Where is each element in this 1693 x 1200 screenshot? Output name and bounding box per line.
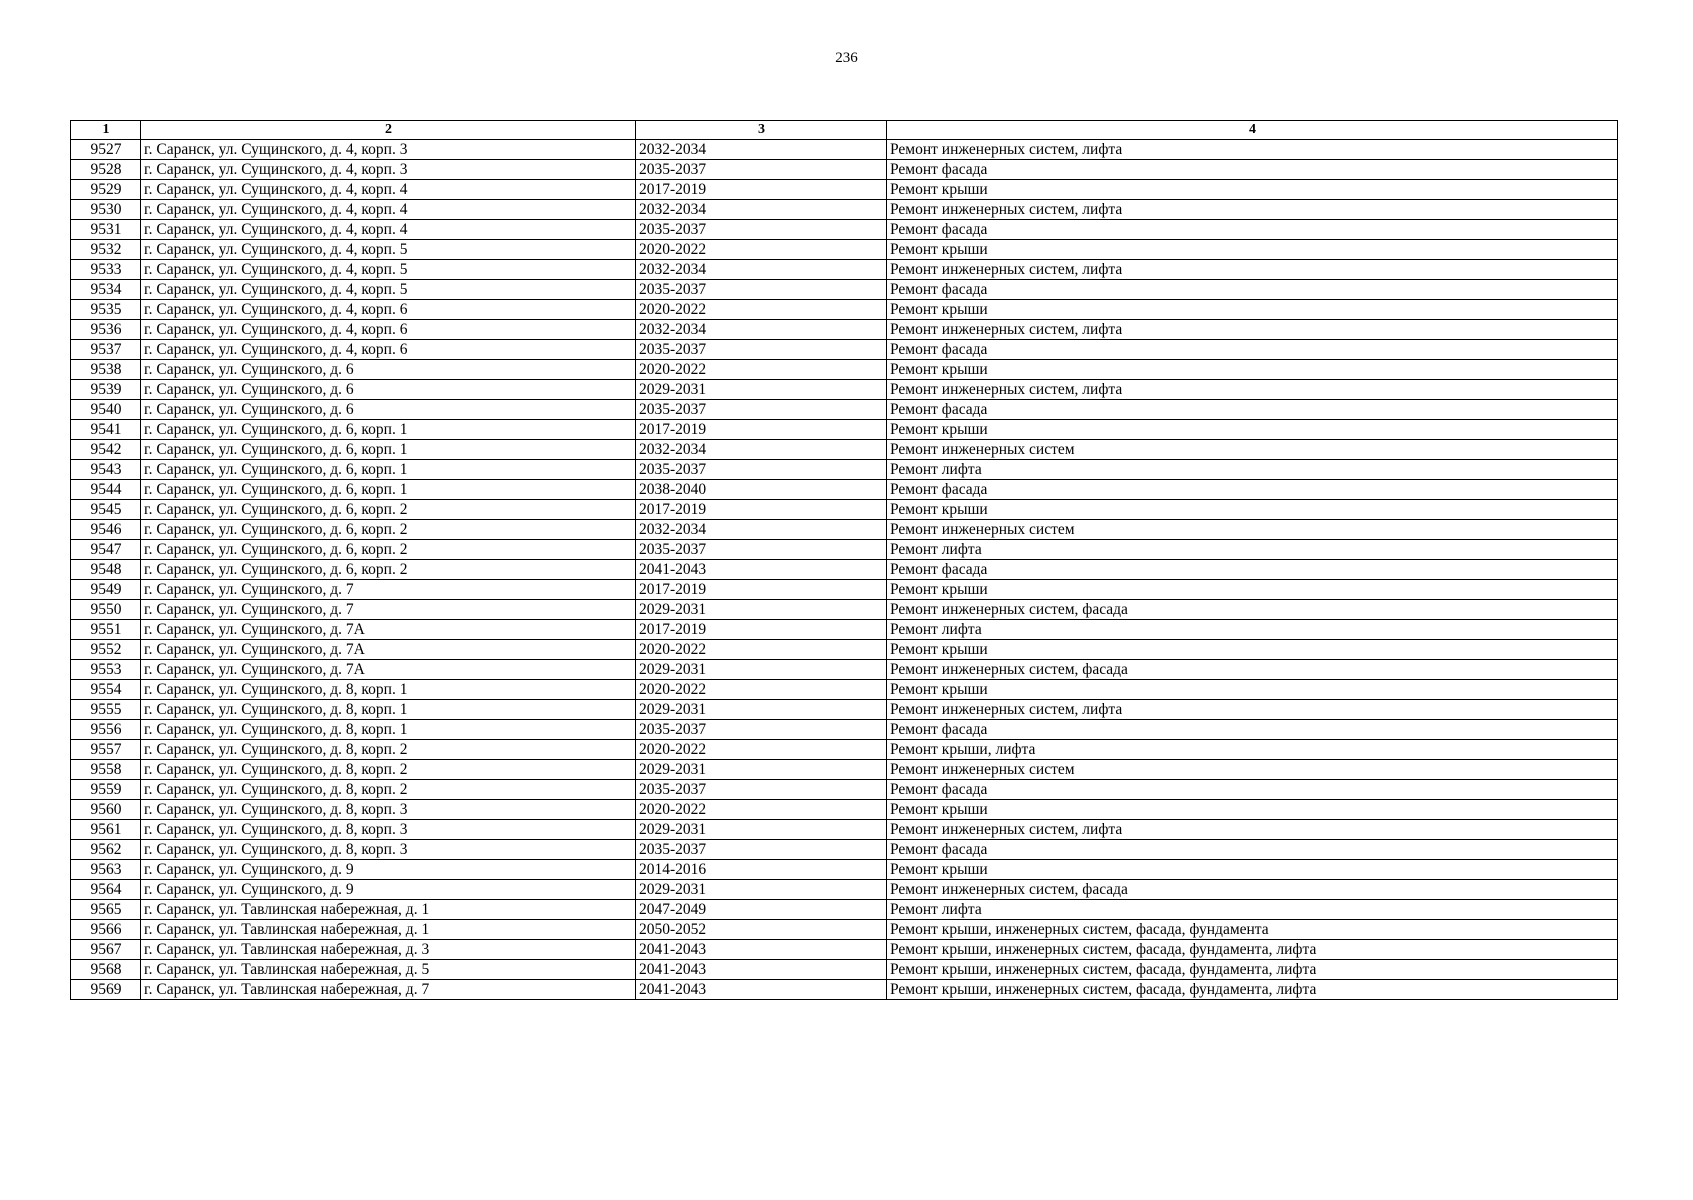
period-cell: 2032-2034 — [636, 200, 887, 220]
period-cell: 2041-2043 — [636, 960, 887, 980]
work-type-cell: Ремонт инженерных систем, фасада — [887, 600, 1618, 620]
work-type-cell: Ремонт фасада — [887, 840, 1618, 860]
row-number-cell: 9562 — [71, 840, 141, 860]
row-number-cell: 9536 — [71, 320, 141, 340]
table-row — [71, 420, 1618, 440]
row-number-cell: 9527 — [71, 140, 141, 160]
table-body — [71, 140, 1618, 1000]
work-type-cell: Ремонт инженерных систем, лифта — [887, 260, 1618, 280]
work-type-cell: Ремонт крыши, инженерных систем, фасада, фундамента — [887, 920, 1618, 940]
address-cell: г. Саранск, ул. Сущинского, д. 4, корп. 3 — [141, 160, 636, 180]
row-number-cell: 9544 — [71, 480, 141, 500]
address-cell: г. Саранск, ул. Сущинского, д. 7А — [141, 640, 636, 660]
table-row — [71, 880, 1618, 900]
period-cell: 2035-2037 — [636, 280, 887, 300]
table-row — [71, 940, 1618, 960]
header-col-4: 4 — [887, 121, 1618, 140]
address-cell: г. Саранск, ул. Сущинского, д. 8, корп. 1 — [141, 720, 636, 740]
row-number-cell: 9550 — [71, 600, 141, 620]
period-cell: 2035-2037 — [636, 780, 887, 800]
table-row — [71, 900, 1618, 920]
address-cell: г. Саранск, ул. Сущинского, д. 6, корп. 2 — [141, 520, 636, 540]
period-cell: 2047-2049 — [636, 900, 887, 920]
row-number-cell: 9565 — [71, 900, 141, 920]
table-row — [71, 600, 1618, 620]
table-row — [71, 740, 1618, 760]
address-cell: г. Саранск, ул. Сущинского, д. 6, корп. 1 — [141, 480, 636, 500]
work-type-cell: Ремонт инженерных систем, лифта — [887, 700, 1618, 720]
address-cell: г. Саранск, ул. Сущинского, д. 4, корп. 6 — [141, 340, 636, 360]
row-number-cell: 9548 — [71, 560, 141, 580]
period-cell: 2032-2034 — [636, 260, 887, 280]
table-row — [71, 160, 1618, 180]
table-row — [71, 840, 1618, 860]
row-number-cell: 9547 — [71, 540, 141, 560]
address-cell: г. Саранск, ул. Сущинского, д. 9 — [141, 860, 636, 880]
row-number-cell: 9557 — [71, 740, 141, 760]
row-number-cell: 9559 — [71, 780, 141, 800]
address-cell: г. Саранск, ул. Тавлинская набережная, д. 5 — [141, 960, 636, 980]
period-cell: 2017-2019 — [636, 620, 887, 640]
page-number: 236 — [835, 50, 858, 66]
work-type-cell: Ремонт инженерных систем, фасада — [887, 880, 1618, 900]
table-row — [71, 440, 1618, 460]
period-cell: 2035-2037 — [636, 540, 887, 560]
address-cell: г. Саранск, ул. Сущинского, д. 6, корп. 1 — [141, 460, 636, 480]
header-col-1: 1 — [71, 121, 141, 140]
work-type-cell: Ремонт крыши, инженерных систем, фасада, фундамента, лифта — [887, 980, 1618, 1000]
row-number-cell: 9560 — [71, 800, 141, 820]
row-number-cell: 9558 — [71, 760, 141, 780]
table-row — [71, 180, 1618, 200]
address-cell: г. Саранск, ул. Сущинского, д. 6, корп. 1 — [141, 420, 636, 440]
table-row — [71, 760, 1618, 780]
table-row — [71, 280, 1618, 300]
row-number-cell: 9545 — [71, 500, 141, 520]
row-number-cell: 9551 — [71, 620, 141, 640]
work-type-cell: Ремонт лифта — [887, 900, 1618, 920]
address-cell: г. Саранск, ул. Сущинского, д. 6, корп. 2 — [141, 540, 636, 560]
table-row — [71, 360, 1618, 380]
row-number-cell: 9542 — [71, 440, 141, 460]
row-number-cell: 9546 — [71, 520, 141, 540]
table-row — [71, 200, 1618, 220]
address-cell: г. Саранск, ул. Сущинского, д. 6 — [141, 360, 636, 380]
address-cell: г. Саранск, ул. Сущинского, д. 7А — [141, 660, 636, 680]
row-number-cell: 9541 — [71, 420, 141, 440]
address-cell: г. Саранск, ул. Сущинского, д. 8, корп. 1 — [141, 700, 636, 720]
period-cell: 2020-2022 — [636, 240, 887, 260]
work-type-cell: Ремонт крыши — [887, 300, 1618, 320]
row-number-cell: 9554 — [71, 680, 141, 700]
table-row — [71, 580, 1618, 600]
row-number-cell: 9555 — [71, 700, 141, 720]
work-type-cell: Ремонт фасада — [887, 340, 1618, 360]
work-type-cell: Ремонт фасада — [887, 280, 1618, 300]
work-type-cell: Ремонт фасада — [887, 780, 1618, 800]
row-number-cell: 9569 — [71, 980, 141, 1000]
address-cell: г. Саранск, ул. Сущинского, д. 4, корп. 5 — [141, 280, 636, 300]
row-number-cell: 9535 — [71, 300, 141, 320]
row-number-cell: 9543 — [71, 460, 141, 480]
period-cell: 2029-2031 — [636, 820, 887, 840]
period-cell: 2020-2022 — [636, 680, 887, 700]
row-number-cell: 9564 — [71, 880, 141, 900]
row-number-cell: 9540 — [71, 400, 141, 420]
work-type-cell: Ремонт крыши, лифта — [887, 740, 1618, 760]
row-number-cell: 9568 — [71, 960, 141, 980]
address-cell: г. Саранск, ул. Сущинского, д. 4, корп. 6 — [141, 300, 636, 320]
work-type-cell: Ремонт крыши — [887, 180, 1618, 200]
address-cell: г. Саранск, ул. Сущинского, д. 9 — [141, 880, 636, 900]
work-type-cell: Ремонт инженерных систем, лифта — [887, 380, 1618, 400]
work-type-cell: Ремонт фасада — [887, 160, 1618, 180]
work-type-cell: Ремонт крыши, инженерных систем, фасада, фундамента, лифта — [887, 960, 1618, 980]
address-cell: г. Саранск, ул. Сущинского, д. 8, корп. 3 — [141, 840, 636, 860]
table-row — [71, 500, 1618, 520]
address-cell: г. Саранск, ул. Сущинского, д. 8, корп. 2 — [141, 760, 636, 780]
table-header — [71, 121, 1618, 140]
period-cell: 2029-2031 — [636, 700, 887, 720]
address-cell: г. Саранск, ул. Сущинского, д. 4, корп. 4 — [141, 220, 636, 240]
address-cell: г. Саранск, ул. Сущинского, д. 6 — [141, 400, 636, 420]
table-row — [71, 820, 1618, 840]
table-row — [71, 380, 1618, 400]
work-type-cell: Ремонт инженерных систем, лифта — [887, 320, 1618, 340]
address-cell: г. Саранск, ул. Сущинского, д. 4, корп. 6 — [141, 320, 636, 340]
table-row — [71, 720, 1618, 740]
row-number-cell: 9537 — [71, 340, 141, 360]
table-row — [71, 400, 1618, 420]
address-cell: г. Саранск, ул. Сущинского, д. 7 — [141, 580, 636, 600]
address-cell: г. Саранск, ул. Сущинского, д. 8, корп. 2 — [141, 740, 636, 760]
period-cell: 2038-2040 — [636, 480, 887, 500]
row-number-cell: 9553 — [71, 660, 141, 680]
address-cell: г. Саранск, ул. Сущинского, д. 6, корп. 2 — [141, 500, 636, 520]
period-cell: 2035-2037 — [636, 840, 887, 860]
address-cell: г. Саранск, ул. Сущинского, д. 7 — [141, 600, 636, 620]
period-cell: 2041-2043 — [636, 940, 887, 960]
address-cell: г. Саранск, ул. Сущинского, д. 6 — [141, 380, 636, 400]
period-cell: 2029-2031 — [636, 880, 887, 900]
table-row — [71, 680, 1618, 700]
period-cell: 2020-2022 — [636, 740, 887, 760]
table-row — [71, 960, 1618, 980]
period-cell: 2032-2034 — [636, 520, 887, 540]
work-type-cell: Ремонт фасада — [887, 400, 1618, 420]
period-cell: 2017-2019 — [636, 580, 887, 600]
work-type-cell: Ремонт инженерных систем, лифта — [887, 140, 1618, 160]
row-number-cell: 9533 — [71, 260, 141, 280]
work-type-cell: Ремонт инженерных систем — [887, 520, 1618, 540]
work-type-cell: Ремонт крыши — [887, 800, 1618, 820]
row-number-cell: 9539 — [71, 380, 141, 400]
period-cell: 2035-2037 — [636, 400, 887, 420]
work-type-cell: Ремонт крыши, инженерных систем, фасада, фундамента, лифта — [887, 940, 1618, 960]
period-cell: 2020-2022 — [636, 640, 887, 660]
period-cell: 2032-2034 — [636, 140, 887, 160]
work-type-cell: Ремонт фасада — [887, 560, 1618, 580]
table-row — [71, 320, 1618, 340]
row-number-cell: 9563 — [71, 860, 141, 880]
address-cell: г. Саранск, ул. Тавлинская набережная, д. 3 — [141, 940, 636, 960]
table-row — [71, 300, 1618, 320]
address-cell: г. Саранск, ул. Сущинского, д. 6, корп. 2 — [141, 560, 636, 580]
table-row — [71, 780, 1618, 800]
row-number-cell: 9561 — [71, 820, 141, 840]
period-cell: 2029-2031 — [636, 380, 887, 400]
address-cell: г. Саранск, ул. Сущинского, д. 7А — [141, 620, 636, 640]
period-cell: 2017-2019 — [636, 420, 887, 440]
header-col-3: 3 — [636, 121, 887, 140]
row-number-cell: 9552 — [71, 640, 141, 660]
table-row — [71, 920, 1618, 940]
table-row — [71, 800, 1618, 820]
work-type-cell: Ремонт инженерных систем — [887, 440, 1618, 460]
row-number-cell: 9549 — [71, 580, 141, 600]
header-col-2: 2 — [141, 121, 636, 140]
table-row — [71, 480, 1618, 500]
address-cell: г. Саранск, ул. Тавлинская набережная, д. 1 — [141, 920, 636, 940]
row-number-cell: 9567 — [71, 940, 141, 960]
period-cell: 2020-2022 — [636, 300, 887, 320]
table-row — [71, 560, 1618, 580]
header-row — [71, 121, 1618, 140]
period-cell: 2035-2037 — [636, 160, 887, 180]
work-type-cell: Ремонт крыши — [887, 420, 1618, 440]
table-row — [71, 700, 1618, 720]
work-type-cell: Ремонт крыши — [887, 580, 1618, 600]
address-cell: г. Саранск, ул. Сущинского, д. 8, корп. 3 — [141, 820, 636, 840]
address-cell: г. Саранск, ул. Сущинского, д. 8, корп. 2 — [141, 780, 636, 800]
work-type-cell: Ремонт крыши — [887, 680, 1618, 700]
period-cell: 2020-2022 — [636, 360, 887, 380]
work-type-cell: Ремонт крыши — [887, 860, 1618, 880]
work-type-cell: Ремонт инженерных систем, фасада — [887, 660, 1618, 680]
table-row — [71, 860, 1618, 880]
table-row — [71, 260, 1618, 280]
address-cell: г. Саранск, ул. Тавлинская набережная, д. 1 — [141, 900, 636, 920]
period-cell: 2041-2043 — [636, 560, 887, 580]
row-number-cell: 9530 — [71, 200, 141, 220]
period-cell: 2029-2031 — [636, 600, 887, 620]
row-number-cell: 9566 — [71, 920, 141, 940]
work-type-cell: Ремонт фасада — [887, 720, 1618, 740]
period-cell: 2041-2043 — [636, 980, 887, 1000]
address-cell: г. Саранск, ул. Тавлинская набережная, д. 7 — [141, 980, 636, 1000]
period-cell: 2035-2037 — [636, 460, 887, 480]
address-cell: г. Саранск, ул. Сущинского, д. 8, корп. 3 — [141, 800, 636, 820]
work-type-cell: Ремонт фасада — [887, 480, 1618, 500]
address-cell: г. Саранск, ул. Сущинского, д. 8, корп. 1 — [141, 680, 636, 700]
period-cell: 2017-2019 — [636, 180, 887, 200]
address-cell: г. Саранск, ул. Сущинского, д. 6, корп. 1 — [141, 440, 636, 460]
row-number-cell: 9531 — [71, 220, 141, 240]
row-number-cell: 9556 — [71, 720, 141, 740]
period-cell: 2035-2037 — [636, 340, 887, 360]
address-cell: г. Саранск, ул. Сущинского, д. 4, корп. 3 — [141, 140, 636, 160]
table-row — [71, 620, 1618, 640]
period-cell: 2014-2016 — [636, 860, 887, 880]
repair-schedule-table — [70, 120, 1618, 1000]
work-type-cell: Ремонт лифта — [887, 460, 1618, 480]
table-row — [71, 340, 1618, 360]
work-type-cell: Ремонт лифта — [887, 620, 1618, 640]
period-cell: 2032-2034 — [636, 320, 887, 340]
table-row — [71, 540, 1618, 560]
table-row — [71, 140, 1618, 160]
address-cell: г. Саранск, ул. Сущинского, д. 4, корп. 4 — [141, 180, 636, 200]
address-cell: г. Саранск, ул. Сущинского, д. 4, корп. 5 — [141, 260, 636, 280]
row-number-cell: 9538 — [71, 360, 141, 380]
work-type-cell: Ремонт инженерных систем, лифта — [887, 200, 1618, 220]
row-number-cell: 9532 — [71, 240, 141, 260]
period-cell: 2029-2031 — [636, 660, 887, 680]
period-cell: 2035-2037 — [636, 720, 887, 740]
row-number-cell: 9528 — [71, 160, 141, 180]
row-number-cell: 9534 — [71, 280, 141, 300]
period-cell: 2050-2052 — [636, 920, 887, 940]
address-cell: г. Саранск, ул. Сущинского, д. 4, корп. 5 — [141, 240, 636, 260]
table-row — [71, 640, 1618, 660]
work-type-cell: Ремонт инженерных систем, лифта — [887, 820, 1618, 840]
work-type-cell: Ремонт крыши — [887, 240, 1618, 260]
period-cell: 2017-2019 — [636, 500, 887, 520]
address-cell: г. Саранск, ул. Сущинского, д. 4, корп. 4 — [141, 200, 636, 220]
period-cell: 2035-2037 — [636, 220, 887, 240]
table-row — [71, 220, 1618, 240]
work-type-cell: Ремонт лифта — [887, 540, 1618, 560]
work-type-cell: Ремонт крыши — [887, 360, 1618, 380]
table-row — [71, 240, 1618, 260]
work-type-cell: Ремонт крыши — [887, 640, 1618, 660]
period-cell: 2032-2034 — [636, 440, 887, 460]
work-type-cell: Ремонт крыши — [887, 500, 1618, 520]
table-row — [71, 980, 1618, 1000]
work-type-cell: Ремонт фасада — [887, 220, 1618, 240]
table-row — [71, 660, 1618, 680]
table-row — [71, 460, 1618, 480]
row-number-cell: 9529 — [71, 180, 141, 200]
period-cell: 2020-2022 — [636, 800, 887, 820]
table-row — [71, 520, 1618, 540]
period-cell: 2029-2031 — [636, 760, 887, 780]
work-type-cell: Ремонт инженерных систем — [887, 760, 1618, 780]
